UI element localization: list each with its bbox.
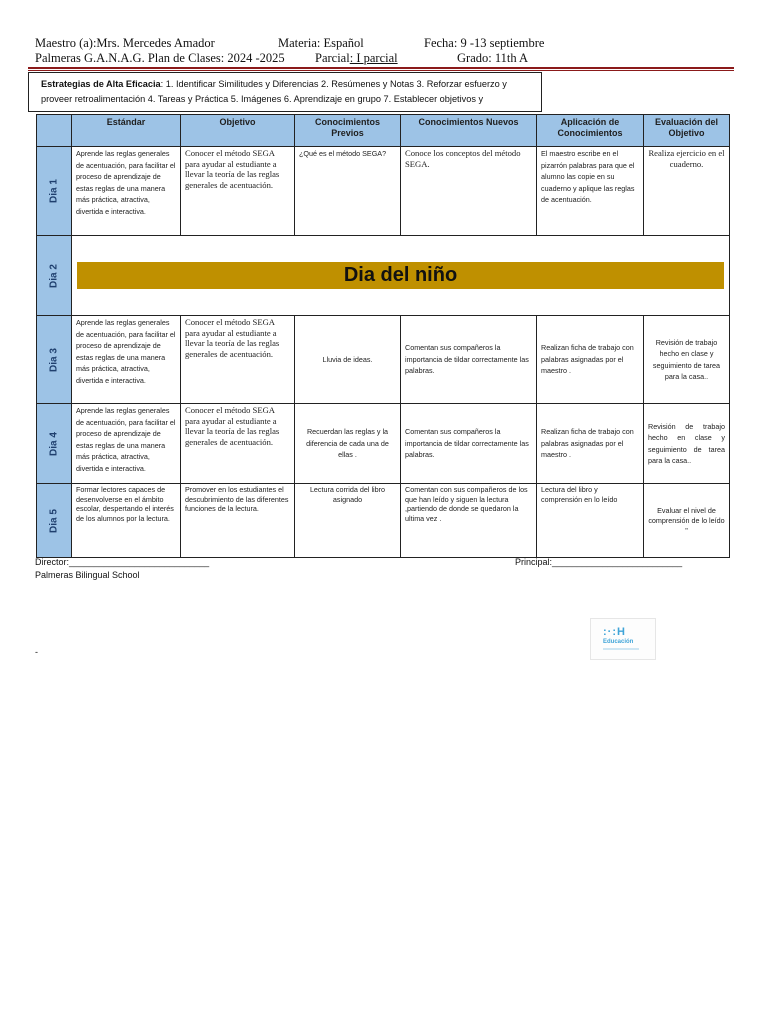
school-name: Palmeras Bilingual School	[35, 570, 140, 580]
cell-aplicacion: El maestro escribe en el pizarrón palabras para que el alumno las copie en su cuaderno y aplique las reglas de acentuación.	[537, 147, 644, 236]
header-objetivo: Objetivo	[181, 115, 295, 147]
header-estandar: Estándar	[72, 115, 181, 147]
day-cell	[37, 484, 72, 558]
cell-estandar: Aprende las reglas generales de acentuación, para facilitar el proceso de aprendizaje de estas reglas de una manera más práctica, atractiva, divertida e interactiva.	[72, 404, 181, 484]
subject: Materia: Español	[278, 36, 364, 50]
header-previos: Conocimientos Previos	[295, 115, 401, 147]
day-label: Dia 3	[48, 347, 60, 372]
header-rule	[28, 67, 734, 69]
strategies-title: Estrategias de Alta Eficacia	[41, 79, 161, 89]
table-row-day-2	[37, 236, 730, 316]
principal-signature-line: Principal:__________________________	[515, 557, 683, 567]
cell-aplicacion: Realizan ficha de trabajo con palabras asignadas por el maestro .	[537, 404, 644, 484]
header-evaluacion: Evaluación del Objetivo	[644, 115, 730, 147]
school-plan: Palmeras G.A.N.A.G. Plan de Clases: 2024 -2025	[35, 51, 285, 65]
cell-nuevos: Comentan con sus compañeros de los que han leído y siguen la lectura ,partiendo de donde se quedaron la ultima vez .	[401, 484, 537, 558]
holiday-cell	[72, 236, 730, 316]
teacher-name: Maestro (a):Mrs. Mercedes Amador	[35, 36, 215, 50]
cell-objetivo: Conocer el método SEGA para ayudar al estudiante a llevar la teoría de las reglas generales de acentuación.	[181, 147, 295, 236]
cell-nuevos: Comentan sus compañeros la importancia de tildar correctamente las palabras.	[401, 404, 537, 484]
education-logo	[590, 618, 656, 660]
stray-dash: -	[35, 647, 38, 657]
cell-objetivo: Conocer el método SEGA para ayudar al estudiante a llevar la teoría de las reglas generales de acentuación.	[181, 316, 295, 404]
cell-evaluacion: Revisión de trabajo hecho en clase y seguimiento de tarea para la casa..	[644, 404, 730, 484]
header-day	[37, 115, 72, 147]
cell-aplicacion: Lectura del libro y comprensión en lo leído	[537, 484, 644, 558]
partial-value: : I parcial	[349, 51, 398, 65]
partial-label: Parcial	[315, 51, 350, 65]
day-label: Dia 4	[48, 431, 60, 456]
director-signature-line: Director:____________________________	[35, 557, 210, 567]
table-row-day-4	[37, 404, 730, 484]
logo-text: Educación	[603, 639, 634, 645]
cell-objetivo: Promover en los estudiantes el descubrimiento de las diferentes funciones de la lectura.	[181, 484, 295, 558]
day-label: Dia 5	[48, 508, 60, 533]
cell-aplicacion: Realizan ficha de trabajo con palabras asignadas por el maestro .	[537, 316, 644, 404]
cell-objetivo: Conocer el método SEGA para ayudar al estudiante a llevar la teoría de las reglas generales de acentuación.	[181, 404, 295, 484]
day-cell	[37, 316, 72, 404]
cell-estandar: Aprende las reglas generales de acentuación, para facilitar el proceso de aprendizaje de estas reglas de una manera más práctica, atractiva, divertida e interactiva.	[72, 147, 181, 236]
cell-previos: Recuerdan las reglas y la diferencia de cada una de ellas .	[295, 404, 401, 484]
header-nuevos: Conocimientos Nuevos	[401, 115, 537, 147]
header-aplicacion: Aplicación de Conocimientos	[537, 115, 644, 147]
cell-estandar: Aprende las reglas generales de acentuación, para facilitar el proceso de aprendizaje de estas reglas de una manera más práctica, atractiva, divertida e interactiva.	[72, 316, 181, 404]
logo-subline	[603, 648, 639, 650]
day-cell	[37, 147, 72, 236]
table-row-day-5	[37, 484, 730, 558]
partial	[315, 51, 398, 66]
cell-evaluacion: Revisión de trabajo hecho en clase y seguimiento de tarea para la casa..	[644, 316, 730, 404]
day-label: Dia 2	[48, 263, 60, 288]
day-cell	[37, 404, 72, 484]
cell-estandar: Formar lectores capaces de desenvolverse en el ámbito escolar, despertando el interés de los alumnos por la lectura.	[72, 484, 181, 558]
day-cell	[37, 236, 72, 316]
cell-evaluacion: Realiza ejercicio en el cuaderno.	[644, 147, 730, 236]
grade: Grado: 11th A	[457, 51, 529, 65]
logo-mark-icon: :·:H	[603, 626, 626, 638]
table-header-row	[37, 115, 730, 147]
date-range: Fecha: 9 -13 septiembre	[424, 36, 545, 50]
day-label: Dia 1	[48, 179, 60, 203]
cell-previos: Lluvia de ideas.	[295, 316, 401, 404]
cell-previos: Lectura corrida del libro asignado	[295, 484, 401, 558]
cell-previos: ¿Qué es el método SEGA?	[295, 147, 401, 236]
table-row-day-1	[37, 147, 730, 236]
cell-nuevos: Comentan sus compañeros la importancia de tildar correctamente las palabras.	[401, 316, 537, 404]
lesson-plan-table	[36, 114, 730, 558]
cell-evaluacion: Evaluar el nivel de comprensión de lo leído "	[644, 484, 730, 558]
header-rule-thin	[28, 70, 734, 71]
holiday-banner: Dia del niño	[77, 262, 724, 289]
table-row-day-3	[37, 316, 730, 404]
strategies-text: : 1. Identificar Similitudes y Diferencias 2. Resúmenes y Notas 3. Reforzar esfuerzo y proveer retroalimentación 4. Tareas y Práctica 5. Imágenes 6. Aprendizaje en grupo 7. Establecer objetivos y	[41, 79, 507, 104]
cell-nuevos: Conoce los conceptos del método SEGA.	[401, 147, 537, 236]
strategies-box	[28, 72, 542, 112]
